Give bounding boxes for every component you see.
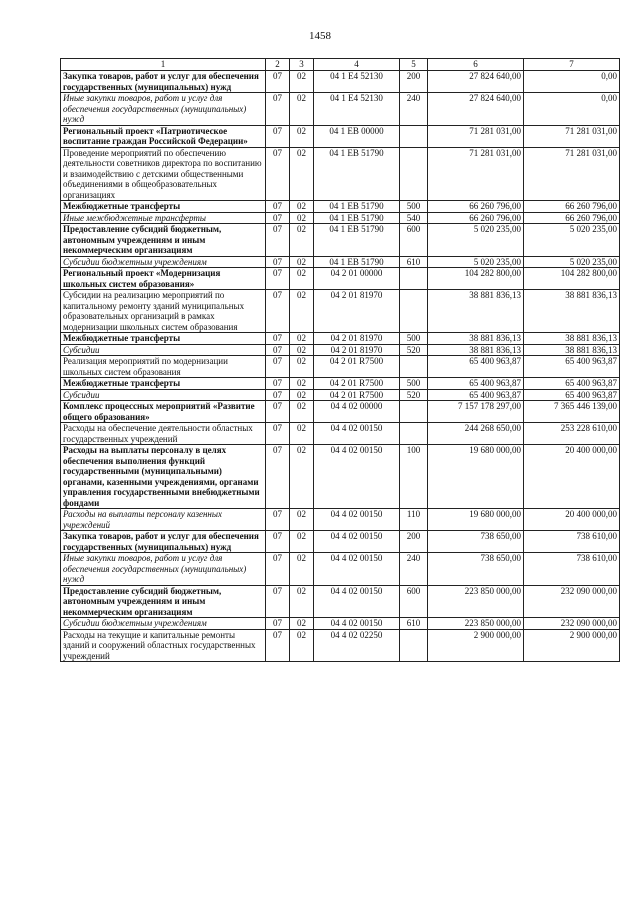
cell-code: 04 4 02 00150	[314, 445, 400, 509]
cell-subsection: 02	[290, 268, 314, 290]
table-row	[61, 629, 620, 662]
cell-expense-type: 610	[400, 256, 428, 268]
table-row	[61, 423, 620, 445]
cell-expense-type	[400, 629, 428, 662]
cell-amount-1: 71 281 031,00	[428, 125, 524, 147]
cell-amount-1: 7 157 178 297,00	[428, 401, 524, 423]
cell-code: 04 1 ЕВ 51790	[314, 212, 400, 224]
cell-amount-2: 66 260 796,00	[524, 212, 620, 224]
cell-subsection: 02	[290, 224, 314, 257]
cell-subsection: 02	[290, 344, 314, 356]
cell-amount-2: 7 365 446 139,00	[524, 401, 620, 423]
header-cell-code: 4	[314, 59, 400, 71]
cell-name: Расходы на выплаты персоналу казенных учреждений	[61, 509, 266, 531]
table-row	[61, 71, 620, 93]
cell-subsection: 02	[290, 212, 314, 224]
cell-expense-type: 610	[400, 618, 428, 630]
cell-amount-2: 2 900 000,00	[524, 629, 620, 662]
cell-code: 04 2 01 81970	[314, 344, 400, 356]
cell-expense-type: 500	[400, 378, 428, 390]
cell-amount-1: 65 400 963,87	[428, 378, 524, 390]
cell-code: 04 4 02 00150	[314, 618, 400, 630]
cell-amount-1: 27 824 640,00	[428, 71, 524, 93]
cell-name: Проведение мероприятий по обеспечению деятельности советников директора по воспитанию и взаимодействию с детскими общественными объединениями в общеобразовательных организациях	[61, 147, 266, 201]
cell-section: 07	[266, 224, 290, 257]
table-row	[61, 212, 620, 224]
cell-amount-2: 20 400 000,00	[524, 445, 620, 509]
cell-code: 04 1 Е4 52130	[314, 93, 400, 126]
cell-expense-type: 540	[400, 212, 428, 224]
cell-expense-type: 500	[400, 201, 428, 213]
cell-amount-1: 38 881 836,13	[428, 344, 524, 356]
cell-subsection: 02	[290, 356, 314, 378]
cell-code: 04 2 01 R7500	[314, 356, 400, 378]
table-row	[61, 125, 620, 147]
cell-subsection: 02	[290, 389, 314, 401]
cell-section: 07	[266, 290, 290, 333]
header-cell-expense-type: 5	[400, 59, 428, 71]
cell-amount-1: 38 881 836,13	[428, 290, 524, 333]
cell-amount-2: 253 228 610,00	[524, 423, 620, 445]
table-row	[61, 445, 620, 509]
table-row	[61, 290, 620, 333]
cell-code: 04 2 01 R7500	[314, 378, 400, 390]
cell-code: 04 2 01 00000	[314, 268, 400, 290]
table-row	[61, 333, 620, 345]
cell-amount-1: 5 020 235,00	[428, 224, 524, 257]
cell-section: 07	[266, 147, 290, 201]
header-cell-section: 2	[266, 59, 290, 71]
cell-amount-2: 71 281 031,00	[524, 147, 620, 201]
cell-amount-1: 71 281 031,00	[428, 147, 524, 201]
cell-amount-1: 738 650,00	[428, 531, 524, 553]
cell-amount-1: 104 282 800,00	[428, 268, 524, 290]
cell-section: 07	[266, 356, 290, 378]
cell-amount-1: 27 824 640,00	[428, 93, 524, 126]
cell-amount-1: 38 881 836,13	[428, 333, 524, 345]
cell-name: Иные закупки товаров, работ и услуг для обеспечения государственных (муниципальных) нужд	[61, 93, 266, 126]
cell-expense-type: 600	[400, 585, 428, 618]
cell-subsection: 02	[290, 201, 314, 213]
cell-section: 07	[266, 125, 290, 147]
cell-name: Предоставление субсидий бюджетным, автономным учреждениям и иным некоммерческим организациям	[61, 224, 266, 257]
cell-expense-type	[400, 268, 428, 290]
cell-expense-type	[400, 356, 428, 378]
cell-section: 07	[266, 268, 290, 290]
cell-amount-2: 5 020 235,00	[524, 224, 620, 257]
cell-amount-2: 738 610,00	[524, 553, 620, 586]
cell-code: 04 4 02 00000	[314, 401, 400, 423]
cell-amount-2: 65 400 963,87	[524, 389, 620, 401]
table-row	[61, 356, 620, 378]
cell-section: 07	[266, 401, 290, 423]
cell-amount-1: 65 400 963,87	[428, 356, 524, 378]
cell-subsection: 02	[290, 290, 314, 333]
cell-expense-type: 500	[400, 333, 428, 345]
cell-section: 07	[266, 93, 290, 126]
cell-amount-1: 66 260 796,00	[428, 212, 524, 224]
header-cell-subsection: 3	[290, 59, 314, 71]
cell-subsection: 02	[290, 423, 314, 445]
cell-name: Расходы на выплаты персоналу в целях обеспечения выполнения функций государственными (муниципальными) органами, казенными учреждениями, органами управления государственными внебюджетными фондами	[61, 445, 266, 509]
table-row	[61, 147, 620, 201]
table-row	[61, 201, 620, 213]
cell-code: 04 1 ЕВ 51790	[314, 224, 400, 257]
cell-name: Межбюджетные трансферты	[61, 378, 266, 390]
cell-code: 04 4 02 00150	[314, 509, 400, 531]
cell-expense-type: 520	[400, 389, 428, 401]
cell-subsection: 02	[290, 256, 314, 268]
budget-table	[60, 58, 620, 662]
table-row	[61, 618, 620, 630]
cell-code: 04 1 Е4 52130	[314, 71, 400, 93]
cell-section: 07	[266, 585, 290, 618]
cell-amount-2: 232 090 000,00	[524, 618, 620, 630]
cell-amount-2: 738 610,00	[524, 531, 620, 553]
page-number: 1458	[309, 30, 331, 42]
cell-subsection: 02	[290, 445, 314, 509]
cell-expense-type	[400, 290, 428, 333]
cell-code: 04 4 02 02250	[314, 629, 400, 662]
cell-section: 07	[266, 423, 290, 445]
cell-section: 07	[266, 378, 290, 390]
cell-amount-1: 5 020 235,00	[428, 256, 524, 268]
cell-name: Межбюджетные трансферты	[61, 333, 266, 345]
table-row	[61, 401, 620, 423]
cell-amount-1: 2 900 000,00	[428, 629, 524, 662]
cell-code: 04 1 ЕВ 00000	[314, 125, 400, 147]
cell-amount-2: 20 400 000,00	[524, 509, 620, 531]
cell-name: Закупка товаров, работ и услуг для обеспечения государственных (муниципальных) нужд	[61, 531, 266, 553]
cell-amount-2: 66 260 796,00	[524, 201, 620, 213]
cell-name: Субсидии	[61, 389, 266, 401]
cell-section: 07	[266, 333, 290, 345]
cell-name: Иные межбюджетные трансферты	[61, 212, 266, 224]
cell-section: 07	[266, 212, 290, 224]
cell-amount-2: 65 400 963,87	[524, 378, 620, 390]
cell-section: 07	[266, 618, 290, 630]
cell-code: 04 1 ЕВ 51790	[314, 147, 400, 201]
cell-amount-1: 19 680 000,00	[428, 445, 524, 509]
cell-amount-1: 244 268 650,00	[428, 423, 524, 445]
cell-amount-2: 232 090 000,00	[524, 585, 620, 618]
cell-amount-1: 65 400 963,87	[428, 389, 524, 401]
table-row	[61, 93, 620, 126]
cell-expense-type	[400, 401, 428, 423]
cell-amount-2: 5 020 235,00	[524, 256, 620, 268]
cell-section: 07	[266, 201, 290, 213]
cell-name: Реализация мероприятий по модернизации школьных систем образования	[61, 356, 266, 378]
table-row	[61, 344, 620, 356]
cell-section: 07	[266, 344, 290, 356]
cell-amount-2: 0,00	[524, 93, 620, 126]
cell-name: Межбюджетные трансферты	[61, 201, 266, 213]
cell-name: Субсидии на реализацию мероприятий по капитальному ремонту зданий муниципальных образовательных организаций в рамках модернизации школьных систем образования	[61, 290, 266, 333]
cell-section: 07	[266, 509, 290, 531]
cell-amount-1: 738 650,00	[428, 553, 524, 586]
table-row	[61, 531, 620, 553]
cell-amount-2: 38 881 836,13	[524, 333, 620, 345]
table-row	[61, 224, 620, 257]
cell-name: Иные закупки товаров, работ и услуг для обеспечения государственных (муниципальных) нужд	[61, 553, 266, 586]
table-row	[61, 509, 620, 531]
cell-expense-type: 240	[400, 553, 428, 586]
cell-expense-type: 110	[400, 509, 428, 531]
cell-subsection: 02	[290, 585, 314, 618]
cell-name: Региональный проект «Модернизация школьных систем образования»	[61, 268, 266, 290]
cell-subsection: 02	[290, 629, 314, 662]
cell-expense-type: 200	[400, 531, 428, 553]
cell-code: 04 2 01 R7500	[314, 389, 400, 401]
cell-expense-type	[400, 147, 428, 201]
cell-code: 04 2 01 81970	[314, 290, 400, 333]
cell-name: Региональный проект «Патриотическое воспитание граждан Российской Федерации»	[61, 125, 266, 147]
cell-name: Расходы на текущие и капитальные ремонты зданий и сооружений областных государственных учреждений	[61, 629, 266, 662]
cell-amount-1: 19 680 000,00	[428, 509, 524, 531]
table-row	[61, 585, 620, 618]
cell-expense-type	[400, 125, 428, 147]
cell-amount-2: 65 400 963,87	[524, 356, 620, 378]
cell-section: 07	[266, 531, 290, 553]
cell-amount-2: 38 881 836,13	[524, 290, 620, 333]
cell-subsection: 02	[290, 71, 314, 93]
cell-subsection: 02	[290, 509, 314, 531]
cell-amount-2: 104 282 800,00	[524, 268, 620, 290]
header-cell-amount-1: 6	[428, 59, 524, 71]
cell-expense-type: 100	[400, 445, 428, 509]
cell-amount-1: 66 260 796,00	[428, 201, 524, 213]
cell-amount-2: 0,00	[524, 71, 620, 93]
header-row	[61, 59, 620, 71]
cell-section: 07	[266, 256, 290, 268]
cell-section: 07	[266, 445, 290, 509]
cell-expense-type: 200	[400, 71, 428, 93]
cell-amount-1: 223 850 000,00	[428, 585, 524, 618]
cell-subsection: 02	[290, 125, 314, 147]
cell-code: 04 2 01 81970	[314, 333, 400, 345]
cell-name: Предоставление субсидий бюджетным, автономным учреждениям и иным некоммерческим организациям	[61, 585, 266, 618]
cell-code: 04 1 ЕВ 51790	[314, 201, 400, 213]
table-row	[61, 389, 620, 401]
cell-expense-type: 600	[400, 224, 428, 257]
cell-subsection: 02	[290, 147, 314, 201]
table-row	[61, 378, 620, 390]
cell-code: 04 4 02 00150	[314, 423, 400, 445]
cell-subsection: 02	[290, 333, 314, 345]
cell-subsection: 02	[290, 618, 314, 630]
cell-code: 04 4 02 00150	[314, 531, 400, 553]
cell-amount-2: 38 881 836,13	[524, 344, 620, 356]
cell-subsection: 02	[290, 531, 314, 553]
cell-name: Субсидии	[61, 344, 266, 356]
cell-name: Субсидии бюджетным учреждениям	[61, 256, 266, 268]
header-cell-name: 1	[61, 59, 266, 71]
table-row	[61, 553, 620, 586]
cell-section: 07	[266, 71, 290, 93]
cell-expense-type: 520	[400, 344, 428, 356]
cell-section: 07	[266, 389, 290, 401]
cell-amount-2: 71 281 031,00	[524, 125, 620, 147]
cell-name: Расходы на обеспечение деятельности областных государственных учреждений	[61, 423, 266, 445]
cell-code: 04 4 02 00150	[314, 553, 400, 586]
cell-subsection: 02	[290, 378, 314, 390]
cell-subsection: 02	[290, 93, 314, 126]
cell-subsection: 02	[290, 401, 314, 423]
cell-name: Закупка товаров, работ и услуг для обеспечения государственных (муниципальных) нужд	[61, 71, 266, 93]
table-row	[61, 256, 620, 268]
cell-section: 07	[266, 629, 290, 662]
cell-code: 04 1 ЕВ 51790	[314, 256, 400, 268]
cell-amount-1: 223 850 000,00	[428, 618, 524, 630]
cell-expense-type: 240	[400, 93, 428, 126]
table-row	[61, 268, 620, 290]
cell-name: Субсидии бюджетным учреждениям	[61, 618, 266, 630]
header-cell-amount-2: 7	[524, 59, 620, 71]
cell-expense-type	[400, 423, 428, 445]
cell-code: 04 4 02 00150	[314, 585, 400, 618]
cell-section: 07	[266, 553, 290, 586]
cell-subsection: 02	[290, 553, 314, 586]
cell-name: Комплекс процессных мероприятий «Развитие общего образования»	[61, 401, 266, 423]
